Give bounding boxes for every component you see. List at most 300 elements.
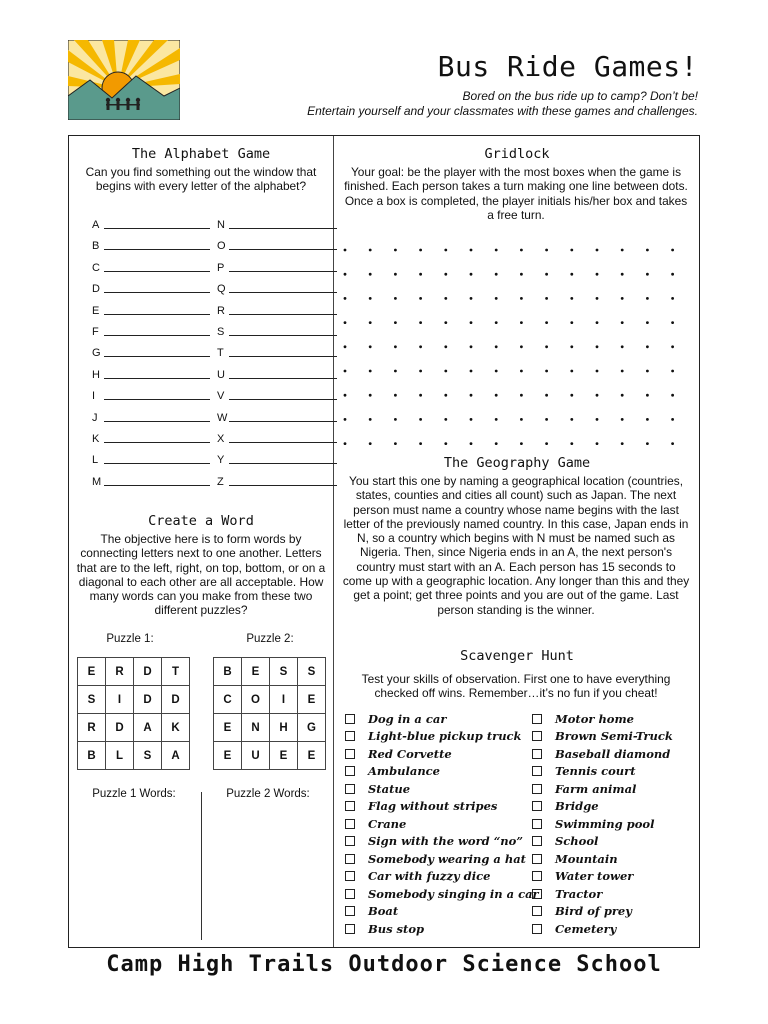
grid-dot[interactable] bbox=[444, 321, 447, 324]
grid-dot[interactable] bbox=[444, 297, 447, 300]
grid-dot[interactable] bbox=[495, 442, 498, 445]
answer-line[interactable] bbox=[104, 462, 210, 464]
grid-dot[interactable] bbox=[596, 321, 599, 324]
grid-dot[interactable] bbox=[369, 370, 372, 373]
grid-dot[interactable] bbox=[646, 418, 649, 421]
hunt-item[interactable] bbox=[345, 815, 406, 832]
hunt-item[interactable] bbox=[532, 780, 636, 797]
grid-dot[interactable] bbox=[495, 394, 498, 397]
answer-line[interactable] bbox=[104, 420, 210, 422]
hunt-item-label: Somebody wearing a hat bbox=[368, 851, 526, 866]
hunt-checkbox[interactable] bbox=[532, 784, 542, 794]
grid-dot[interactable] bbox=[596, 442, 599, 445]
hunt-checkbox[interactable] bbox=[345, 731, 355, 741]
grid-dot[interactable] bbox=[621, 394, 624, 397]
grid-dot[interactable] bbox=[520, 321, 523, 324]
grid-dot[interactable] bbox=[495, 273, 498, 276]
grid-dot[interactable] bbox=[444, 273, 447, 276]
grid-dot[interactable] bbox=[671, 345, 674, 348]
puzzle-1-words-label: Puzzle 1 Words: bbox=[92, 788, 176, 800]
grid-dot[interactable] bbox=[545, 442, 548, 445]
grid-dot[interactable] bbox=[495, 418, 498, 421]
create-a-word-heading: Create a Word bbox=[148, 513, 254, 529]
alphabet-row bbox=[92, 279, 210, 295]
grid-dot[interactable] bbox=[545, 418, 548, 421]
grid-dot[interactable] bbox=[470, 297, 473, 300]
grid-dot[interactable] bbox=[671, 297, 674, 300]
grid-dot[interactable] bbox=[596, 394, 599, 397]
grid-dot[interactable] bbox=[495, 370, 498, 373]
grid-dot[interactable] bbox=[671, 370, 674, 373]
answer-line[interactable] bbox=[229, 334, 337, 336]
grid-dot[interactable] bbox=[520, 297, 523, 300]
alphabet-row bbox=[92, 386, 210, 402]
puzzle-cell[interactable]: D bbox=[162, 686, 190, 714]
create-a-word-description: The objective here is to form words by connecting letters next to one another. Letters that are to the left, right, on top, bottom, or on a diagonal to each other are all acceptable. How many words can you make from these two different puzzles? bbox=[76, 532, 326, 618]
hunt-item-label: School bbox=[555, 834, 599, 848]
alphabet-row bbox=[217, 343, 337, 359]
hunt-checkbox[interactable] bbox=[345, 836, 355, 846]
hunt-item[interactable] bbox=[532, 728, 673, 745]
grid-dot[interactable] bbox=[495, 345, 498, 348]
grid-dot[interactable] bbox=[596, 273, 599, 276]
grid-dot[interactable] bbox=[419, 442, 422, 445]
answer-line[interactable] bbox=[104, 227, 210, 229]
hunt-item[interactable] bbox=[345, 833, 523, 850]
hunt-item[interactable] bbox=[345, 850, 526, 867]
hunt-item-label: Baseball diamond bbox=[555, 746, 671, 761]
grid-dot[interactable] bbox=[470, 321, 473, 324]
grid-dot[interactable] bbox=[545, 249, 548, 252]
grid-dot[interactable] bbox=[344, 418, 347, 421]
hunt-item-label: Car with fuzzy dice bbox=[368, 869, 491, 883]
grid-dot[interactable] bbox=[570, 273, 573, 276]
hunt-checkbox[interactable] bbox=[345, 819, 355, 829]
puzzle-cell[interactable]: D bbox=[134, 686, 162, 714]
alphabet-letter: A bbox=[92, 219, 100, 231]
grid-dot[interactable] bbox=[394, 442, 397, 445]
hunt-checkbox[interactable] bbox=[345, 871, 355, 881]
answer-line[interactable] bbox=[104, 291, 210, 293]
alphabet-row bbox=[92, 450, 210, 466]
puzzle-cell[interactable]: I bbox=[270, 686, 298, 714]
grid-dot[interactable] bbox=[394, 297, 397, 300]
hunt-item[interactable] bbox=[345, 728, 522, 745]
grid-dot[interactable] bbox=[369, 249, 372, 252]
grid-dot[interactable] bbox=[470, 370, 473, 373]
hunt-checkbox[interactable] bbox=[532, 871, 542, 881]
grid-dot[interactable] bbox=[444, 370, 447, 373]
grid-dot[interactable] bbox=[369, 418, 372, 421]
hunt-item[interactable] bbox=[345, 745, 452, 762]
grid-dot[interactable] bbox=[369, 394, 372, 397]
hunt-checkbox[interactable] bbox=[532, 731, 542, 741]
hunt-checkbox[interactable] bbox=[345, 766, 355, 776]
grid-dot[interactable] bbox=[369, 273, 372, 276]
grid-dot[interactable] bbox=[520, 418, 523, 421]
grid-dot[interactable] bbox=[470, 418, 473, 421]
hunt-item[interactable] bbox=[345, 798, 497, 815]
grid-dot[interactable] bbox=[545, 273, 548, 276]
grid-dot[interactable] bbox=[545, 394, 548, 397]
grid-dot[interactable] bbox=[671, 321, 674, 324]
answer-line[interactable] bbox=[229, 420, 337, 422]
alphabet-letter: N bbox=[217, 219, 225, 231]
answer-line[interactable] bbox=[104, 334, 210, 336]
hunt-item[interactable] bbox=[532, 885, 602, 902]
grid-dot[interactable] bbox=[646, 273, 649, 276]
answer-line[interactable] bbox=[229, 462, 337, 464]
hunt-item-label: Water tower bbox=[555, 869, 634, 883]
grid-dot[interactable] bbox=[444, 394, 447, 397]
puzzle-cell[interactable]: S bbox=[298, 658, 326, 686]
hunt-item[interactable] bbox=[532, 868, 633, 885]
footer-school-name: Camp High Trails Outdoor Science School bbox=[106, 952, 662, 977]
alphabet-letter: V bbox=[217, 390, 225, 403]
answer-line[interactable] bbox=[229, 484, 337, 486]
alphabet-row bbox=[92, 215, 210, 231]
grid-dot[interactable] bbox=[470, 249, 473, 252]
hunt-item-label: Sign with the word “no” bbox=[368, 834, 523, 848]
puzzle-cell[interactable]: I bbox=[106, 686, 134, 714]
grid-dot[interactable] bbox=[444, 345, 447, 348]
alphabet-letter: U bbox=[217, 368, 225, 381]
puzzle-cell[interactable]: E bbox=[214, 742, 242, 770]
alphabet-letter: P bbox=[217, 261, 225, 274]
puzzle-cell[interactable]: R bbox=[78, 714, 106, 742]
hunt-checkbox[interactable] bbox=[345, 889, 355, 899]
answer-line[interactable] bbox=[104, 377, 210, 379]
hunt-item-label: Motor home bbox=[555, 711, 634, 726]
grid-dot[interactable] bbox=[419, 345, 422, 348]
puzzle-cell[interactable]: E bbox=[298, 686, 326, 714]
grid-dot[interactable] bbox=[369, 321, 372, 324]
hunt-item-label: Bridge bbox=[555, 799, 599, 813]
hunt-checkbox[interactable] bbox=[345, 714, 355, 724]
grid-dot[interactable] bbox=[596, 297, 599, 300]
hunt-item-label: Red Corvette bbox=[368, 746, 452, 761]
grid-dot[interactable] bbox=[621, 273, 624, 276]
puzzle-cell[interactable]: S bbox=[270, 658, 298, 686]
hunt-item-label: Statue bbox=[368, 781, 411, 796]
grid-dot[interactable] bbox=[419, 370, 422, 373]
grid-dot[interactable] bbox=[671, 418, 674, 421]
hunt-item-label: Cemetery bbox=[555, 921, 617, 936]
grid-dot[interactable] bbox=[621, 321, 624, 324]
alphabet-letter: F bbox=[92, 326, 99, 338]
puzzle-cell[interactable]: E bbox=[270, 742, 298, 770]
alphabet-row bbox=[217, 258, 337, 274]
puzzle-row bbox=[214, 742, 326, 770]
puzzle-2-label: Puzzle 2: bbox=[246, 633, 294, 645]
puzzle-cell[interactable]: R bbox=[106, 658, 134, 686]
puzzle-row bbox=[78, 658, 190, 686]
answer-line[interactable] bbox=[229, 355, 337, 357]
answer-line[interactable] bbox=[229, 227, 337, 229]
answer-line[interactable] bbox=[229, 377, 337, 379]
grid-dot[interactable] bbox=[369, 345, 372, 348]
hunt-checkbox[interactable] bbox=[532, 766, 542, 776]
hunt-checkbox[interactable] bbox=[345, 854, 355, 864]
puzzle-cell[interactable]: S bbox=[78, 686, 106, 714]
answer-line[interactable] bbox=[104, 313, 210, 315]
puzzle-cell[interactable]: S bbox=[134, 742, 162, 770]
hunt-item[interactable] bbox=[532, 833, 598, 850]
answer-line[interactable] bbox=[104, 398, 210, 400]
grid-dot[interactable] bbox=[596, 370, 599, 373]
grid-dot[interactable] bbox=[646, 345, 649, 348]
alphabet-row bbox=[217, 322, 337, 338]
puzzle-cell[interactable]: L bbox=[106, 742, 134, 770]
grid-dot[interactable] bbox=[646, 442, 649, 445]
alphabet-row bbox=[217, 472, 337, 488]
grid-dot[interactable] bbox=[444, 442, 447, 445]
grid-dot[interactable] bbox=[671, 442, 674, 445]
grid-dot[interactable] bbox=[470, 394, 473, 397]
grid-dot[interactable] bbox=[621, 370, 624, 373]
alphabet-letter: J bbox=[92, 411, 98, 424]
hunt-item-label: Ambulance bbox=[368, 764, 440, 778]
hunt-checkbox[interactable] bbox=[345, 924, 355, 934]
hunt-item[interactable] bbox=[345, 763, 440, 780]
grid-dot[interactable] bbox=[495, 321, 498, 324]
grid-dot[interactable] bbox=[621, 442, 624, 445]
hunt-checkbox[interactable] bbox=[532, 819, 542, 829]
grid-dot[interactable] bbox=[570, 321, 573, 324]
hunt-item[interactable] bbox=[532, 920, 616, 937]
grid-dot[interactable] bbox=[369, 442, 372, 445]
puzzle-row bbox=[78, 686, 190, 714]
puzzle-cell[interactable]: H bbox=[270, 714, 298, 742]
grid-dot[interactable] bbox=[520, 249, 523, 252]
grid-dot[interactable] bbox=[344, 345, 347, 348]
puzzle-cell[interactable]: E bbox=[242, 658, 270, 686]
grid-dot[interactable] bbox=[344, 249, 347, 252]
puzzle-1-label: Puzzle 1: bbox=[106, 633, 154, 645]
hunt-checkbox[interactable] bbox=[532, 889, 542, 899]
grid-dot[interactable] bbox=[344, 370, 347, 373]
grid-dot[interactable] bbox=[646, 297, 649, 300]
grid-dot[interactable] bbox=[419, 321, 422, 324]
puzzle-1-grid bbox=[77, 657, 190, 770]
grid-dot[interactable] bbox=[646, 370, 649, 373]
grid-dot[interactable] bbox=[596, 249, 599, 252]
answer-line[interactable] bbox=[104, 355, 210, 357]
hunt-item[interactable] bbox=[532, 745, 670, 762]
alphabet-row bbox=[92, 236, 210, 252]
puzzle-cell[interactable]: A bbox=[162, 742, 190, 770]
hunt-checkbox[interactable] bbox=[345, 784, 355, 794]
hunt-item[interactable] bbox=[345, 920, 424, 937]
page-title: Bus Ride Games! bbox=[437, 50, 698, 83]
puzzle-2-grid bbox=[213, 657, 326, 770]
grid-dot[interactable] bbox=[444, 249, 447, 252]
hunt-checkbox[interactable] bbox=[532, 749, 542, 759]
hunt-checkbox[interactable] bbox=[532, 906, 542, 916]
hunt-item[interactable] bbox=[345, 780, 410, 797]
grid-dot[interactable] bbox=[344, 321, 347, 324]
grid-dot[interactable] bbox=[545, 345, 548, 348]
grid-dot[interactable] bbox=[646, 394, 649, 397]
grid-dot[interactable] bbox=[344, 394, 347, 397]
grid-dot[interactable] bbox=[520, 273, 523, 276]
answer-line[interactable] bbox=[229, 398, 337, 400]
alphabet-row bbox=[92, 343, 210, 359]
hunt-item-label: Farm animal bbox=[555, 781, 637, 796]
hunt-item[interactable] bbox=[345, 868, 490, 885]
grid-dot[interactable] bbox=[470, 442, 473, 445]
grid-dot[interactable] bbox=[621, 297, 624, 300]
grid-dot[interactable] bbox=[545, 321, 548, 324]
gridlock-dot-grid[interactable] bbox=[340, 240, 690, 450]
grid-dot[interactable] bbox=[444, 418, 447, 421]
grid-dot[interactable] bbox=[621, 418, 624, 421]
grid-dot[interactable] bbox=[394, 249, 397, 252]
hunt-item[interactable] bbox=[532, 903, 632, 920]
grid-dot[interactable] bbox=[344, 297, 347, 300]
puzzle-cell[interactable]: B bbox=[78, 742, 106, 770]
answer-line[interactable] bbox=[229, 313, 337, 315]
grid-dot[interactable] bbox=[495, 249, 498, 252]
alphabet-letter: M bbox=[92, 475, 102, 488]
grid-dot[interactable] bbox=[520, 370, 523, 373]
puzzle-cell[interactable]: A bbox=[134, 714, 162, 742]
grid-dot[interactable] bbox=[394, 394, 397, 397]
grid-dot[interactable] bbox=[419, 418, 422, 421]
alphabet-row bbox=[92, 408, 210, 424]
hunt-item[interactable] bbox=[345, 903, 398, 920]
hunt-item-label: Tractor bbox=[555, 886, 603, 901]
puzzle-cell[interactable]: D bbox=[106, 714, 134, 742]
alphabet-row bbox=[92, 258, 210, 274]
grid-dot[interactable] bbox=[671, 394, 674, 397]
answer-line[interactable] bbox=[229, 248, 337, 250]
answer-line[interactable] bbox=[229, 291, 337, 293]
grid-dot[interactable] bbox=[520, 442, 523, 445]
alphabet-letter: G bbox=[92, 347, 101, 360]
puzzle-cell[interactable]: C bbox=[214, 686, 242, 714]
answer-line[interactable] bbox=[104, 270, 210, 272]
alphabet-row bbox=[92, 429, 210, 445]
grid-dot[interactable] bbox=[344, 442, 347, 445]
grid-dot[interactable] bbox=[570, 249, 573, 252]
grid-dot[interactable] bbox=[470, 273, 473, 276]
alphabet-letter: C bbox=[92, 261, 100, 274]
alphabet-letter: T bbox=[217, 347, 224, 360]
hunt-checkbox[interactable] bbox=[532, 836, 542, 846]
grid-dot[interactable] bbox=[545, 370, 548, 373]
puzzle-cell[interactable]: E bbox=[298, 742, 326, 770]
scavenger-hunt-description: Test your skills of observation. First one to have everything checked off wins. Remember…it’s no fun if you cheat! bbox=[361, 672, 671, 701]
answer-line[interactable] bbox=[229, 441, 337, 443]
answer-line[interactable] bbox=[229, 270, 337, 272]
puzzle-cell[interactable]: U bbox=[242, 742, 270, 770]
grid-dot[interactable] bbox=[520, 345, 523, 348]
puzzle-cell[interactable]: B bbox=[214, 658, 242, 686]
answer-line[interactable] bbox=[104, 248, 210, 250]
hunt-item[interactable] bbox=[345, 885, 539, 902]
grid-dot[interactable] bbox=[344, 273, 347, 276]
alphabet-letter: Z bbox=[217, 475, 224, 488]
grid-dot[interactable] bbox=[520, 394, 523, 397]
grid-dot[interactable] bbox=[570, 442, 573, 445]
grid-dot[interactable] bbox=[394, 321, 397, 324]
grid-dot[interactable] bbox=[671, 249, 674, 252]
grid-dot[interactable] bbox=[394, 418, 397, 421]
grid-dot[interactable] bbox=[470, 345, 473, 348]
puzzle-row bbox=[214, 686, 326, 714]
hunt-checkbox[interactable] bbox=[532, 924, 542, 934]
grid-dot[interactable] bbox=[570, 345, 573, 348]
grid-dot[interactable] bbox=[646, 321, 649, 324]
hunt-item[interactable] bbox=[532, 763, 636, 780]
hunt-checkbox[interactable] bbox=[345, 801, 355, 811]
alphabet-letter: O bbox=[217, 240, 226, 253]
hunt-item-label: Somebody singing in a car bbox=[368, 886, 539, 901]
grid-dot[interactable] bbox=[545, 297, 548, 300]
hunt-checkbox[interactable] bbox=[345, 749, 355, 759]
grid-dot[interactable] bbox=[419, 273, 422, 276]
grid-dot[interactable] bbox=[570, 297, 573, 300]
grid-dot[interactable] bbox=[419, 249, 422, 252]
puzzle-cell[interactable]: G bbox=[298, 714, 326, 742]
grid-dot[interactable] bbox=[570, 394, 573, 397]
grid-dot[interactable] bbox=[369, 297, 372, 300]
hunt-item[interactable] bbox=[532, 850, 618, 867]
hunt-checkbox[interactable] bbox=[345, 906, 355, 916]
scavenger-hunt-heading: Scavenger Hunt bbox=[460, 648, 574, 664]
grid-dot[interactable] bbox=[596, 418, 599, 421]
alphabet-letter: B bbox=[92, 240, 100, 253]
puzzle-cell[interactable]: O bbox=[242, 686, 270, 714]
grid-dot[interactable] bbox=[419, 297, 422, 300]
answer-line[interactable] bbox=[104, 441, 210, 443]
grid-dot[interactable] bbox=[596, 345, 599, 348]
grid-dot[interactable] bbox=[570, 370, 573, 373]
puzzle-cell[interactable]: E bbox=[214, 714, 242, 742]
grid-dot[interactable] bbox=[621, 345, 624, 348]
puzzle-cell[interactable]: E bbox=[78, 658, 106, 686]
alphabet-letter: D bbox=[92, 283, 100, 296]
alphabet-row bbox=[217, 429, 337, 445]
grid-dot[interactable] bbox=[646, 249, 649, 252]
alphabet-row bbox=[217, 236, 337, 252]
puzzle-cell[interactable]: D bbox=[134, 658, 162, 686]
hunt-item[interactable] bbox=[532, 815, 654, 832]
grid-dot[interactable] bbox=[671, 273, 674, 276]
alphabet-row bbox=[92, 301, 210, 317]
puzzle-cell[interactable]: T bbox=[162, 658, 190, 686]
puzzle-cell[interactable]: N bbox=[242, 714, 270, 742]
hunt-item[interactable] bbox=[345, 710, 446, 727]
grid-dot[interactable] bbox=[495, 297, 498, 300]
hunt-checkbox[interactable] bbox=[532, 854, 542, 864]
grid-dot[interactable] bbox=[394, 273, 397, 276]
grid-dot[interactable] bbox=[570, 418, 573, 421]
grid-dot[interactable] bbox=[394, 345, 397, 348]
puzzle-cell[interactable]: K bbox=[162, 714, 190, 742]
hunt-checkbox[interactable] bbox=[532, 801, 542, 811]
grid-dot[interactable] bbox=[419, 394, 422, 397]
hunt-item[interactable] bbox=[532, 798, 599, 815]
grid-dot[interactable] bbox=[394, 370, 397, 373]
hunt-item-label: Boat bbox=[368, 904, 399, 918]
answer-line[interactable] bbox=[104, 484, 210, 486]
alphabet-letter: K bbox=[92, 433, 100, 445]
grid-dot[interactable] bbox=[621, 249, 624, 252]
hunt-checkbox[interactable] bbox=[532, 714, 542, 724]
hunt-item[interactable] bbox=[532, 710, 634, 727]
